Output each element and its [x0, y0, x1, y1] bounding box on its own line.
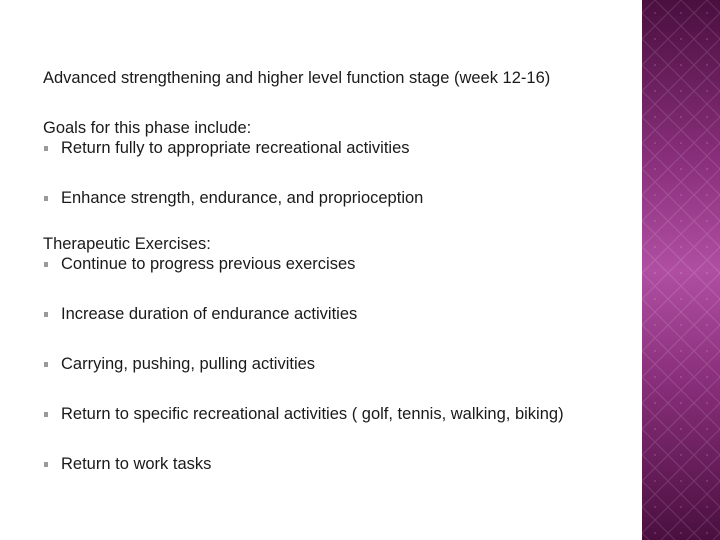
- list-item: [43, 188, 633, 208]
- list-item: [43, 454, 633, 474]
- square-bullet-icon: [44, 196, 48, 201]
- list-item-text: Increase duration of endurance activities: [61, 305, 358, 323]
- list-item-text: Return to specific recreational activities ( golf, tennis, walking, biking): [61, 405, 564, 423]
- section-heading-exercises: Therapeutic Exercises:: [43, 235, 211, 253]
- goals-list: [43, 138, 633, 208]
- decorative-side-panel: [642, 0, 720, 540]
- square-bullet-icon: [44, 312, 48, 317]
- square-bullet-icon: [44, 412, 48, 417]
- list-item-text: Continue to progress previous exercises: [61, 255, 356, 273]
- exercises-list: [43, 254, 633, 474]
- square-bullet-icon: [44, 146, 48, 151]
- square-bullet-icon: [44, 362, 48, 367]
- list-item: [43, 404, 633, 424]
- list-item: [43, 138, 633, 158]
- list-item: [43, 254, 633, 274]
- list-item: [43, 354, 633, 374]
- square-bullet-icon: [44, 462, 48, 467]
- stage-title: Advanced strengthening and higher level function stage (week 12-16): [43, 69, 551, 87]
- list-item-text: Enhance strength, endurance, and proprioception: [61, 189, 424, 207]
- list-item-text: Return to work tasks: [61, 455, 212, 473]
- diamond-pattern-icon: [642, 0, 720, 540]
- list-item-text: Carrying, pushing, pulling activities: [61, 355, 316, 373]
- slide-content: [43, 68, 633, 500]
- list-item: [43, 304, 633, 324]
- square-bullet-icon: [44, 262, 48, 267]
- list-item-text: Return fully to appropriate recreational activities: [61, 139, 410, 157]
- section-heading-goals: Goals for this phase include:: [43, 119, 252, 137]
